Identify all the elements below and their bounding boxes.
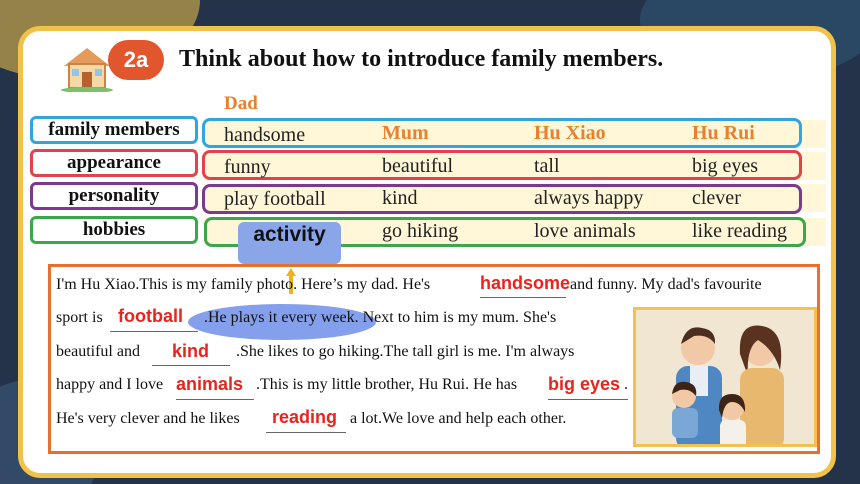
passage-line-2a: sport is [56, 309, 103, 326]
row-label-personality: personality [30, 182, 198, 210]
section-badge: 2a [108, 40, 164, 80]
row-label-hobbies: hobbies [30, 216, 198, 244]
answer-reading: reading [272, 407, 338, 427]
hu-rui-personality: clever [692, 187, 741, 209]
column-header-hu-xiao: Hu Xiao [534, 122, 606, 144]
mum-appearance: beautiful [382, 155, 454, 177]
column-header-hu-rui: Hu Rui [692, 122, 755, 144]
activity-label: activity [238, 222, 341, 264]
answer-handsome: handsome [480, 273, 571, 293]
passage-line-5b: a lot.We love and help each other. [350, 410, 567, 427]
family-photo [633, 307, 817, 447]
passage-line-3b: .She likes to go hiking.The tall girl is me. I'm always [236, 343, 575, 360]
row-label-appearance: appearance [30, 149, 198, 177]
house-icon [60, 44, 114, 92]
mum-personality: kind [382, 187, 418, 209]
answer-blank [548, 399, 628, 400]
passage-line-4b: .This is my little brother, Hu Rui. He has [256, 376, 518, 393]
hu-xiao-hobbies: love animals [534, 220, 636, 242]
passage-line-2b: .He plays it every week. Next to him is my mum. She's [204, 309, 557, 326]
column-header-dad: Dad [224, 93, 258, 114]
dad-personality: funny [224, 156, 271, 178]
passage-line-3a: beautiful and [56, 343, 140, 360]
answer-blank [176, 399, 254, 400]
dad-appearance: handsome [224, 124, 306, 146]
column-header-mum: Mum [382, 122, 429, 144]
dad-hobbies: play football [224, 188, 326, 210]
hu-xiao-personality: always happy [534, 187, 644, 209]
passage-line-4a: happy and I love [56, 376, 164, 393]
answer-blank [110, 331, 198, 332]
answer-blank [152, 365, 230, 366]
answer-blank [480, 297, 566, 298]
answer-big-eyes: big eyes [548, 374, 621, 394]
hu-rui-hobbies: like reading [692, 220, 787, 242]
hu-rui-appearance: big eyes [692, 155, 759, 177]
hu-xiao-appearance: tall [534, 155, 560, 177]
answer-animals: animals [176, 374, 244, 394]
exercise-title: Think about how to introduce family members. [179, 46, 664, 72]
passage-line-5a: He's very clever and he likes [56, 410, 240, 427]
answer-kind: kind [172, 341, 210, 361]
passage-line-1a: I'm Hu Xiao.This is my family photo. Here’s my dad. He's [56, 276, 431, 293]
passage-line-4c: . [624, 376, 628, 393]
answer-football: football [118, 306, 183, 326]
family-illustration [636, 310, 817, 447]
mum-hobbies: go hiking [382, 220, 459, 242]
passage-line-1b: and funny. My dad's favourite [570, 276, 762, 293]
row-label-family-members: family members [30, 116, 198, 144]
answer-blank [266, 432, 346, 433]
